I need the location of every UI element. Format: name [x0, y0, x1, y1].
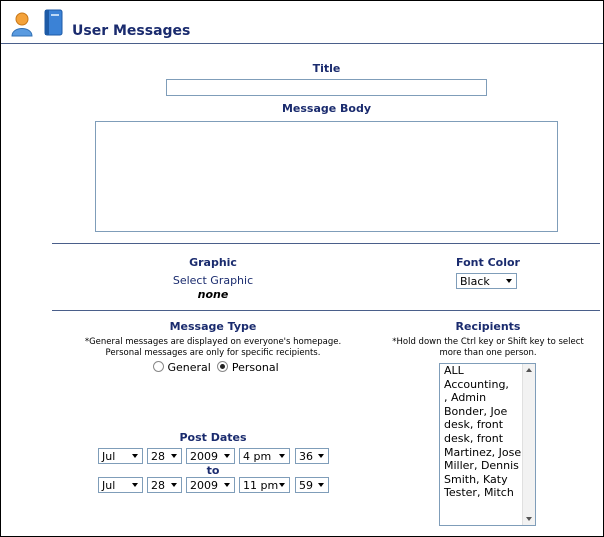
- message-body-label: Message Body: [281, 102, 372, 115]
- chevron-down-icon: [318, 454, 324, 458]
- message-body-input[interactable]: [95, 121, 558, 232]
- chevron-down-icon: [318, 483, 324, 487]
- personal-radio[interactable]: [217, 361, 228, 372]
- personal-radio-label: Personal: [231, 361, 279, 374]
- title-input[interactable]: [166, 79, 487, 96]
- start-hour-select[interactable]: [239, 448, 290, 464]
- start-minute-value: 36: [299, 450, 313, 463]
- chevron-down-icon: [171, 454, 177, 458]
- message-type-note-line2: Personal messages are only for specific recipients.: [105, 348, 321, 358]
- graphic-value: none: [197, 288, 229, 301]
- recipients-label: Recipients: [455, 320, 521, 333]
- start-year-value: 2009: [190, 450, 218, 463]
- end-minute-value: 59: [299, 479, 313, 492]
- to-label: to: [206, 464, 220, 477]
- start-minute-select[interactable]: [295, 448, 329, 464]
- message-type-note: [53, 337, 373, 359]
- chevron-down-icon: [224, 483, 230, 487]
- chevron-down-icon: [132, 483, 138, 487]
- chevron-down-icon: [279, 454, 285, 458]
- end-year-value: 2009: [190, 479, 218, 492]
- font-color-value: Black: [460, 275, 490, 288]
- message-type-note-line1: *General messages are displayed on everyone's homepage.: [84, 337, 342, 347]
- chevron-down-icon: [506, 279, 512, 283]
- font-color-label: Font Color: [456, 256, 520, 269]
- recipient-option[interactable]: desk, front: [444, 431, 504, 445]
- recipient-option[interactable]: , Admin: [444, 391, 487, 405]
- header-divider: [1, 43, 603, 44]
- scroll-down-icon[interactable]: [526, 517, 532, 521]
- chevron-down-icon: [224, 454, 230, 458]
- user-icon: [10, 11, 34, 37]
- recipients-listbox[interactable]: [439, 363, 536, 526]
- start-year-select[interactable]: [186, 448, 235, 464]
- recipients-scrollbar[interactable]: [522, 364, 535, 525]
- title-label: Title: [312, 62, 341, 75]
- post-dates-label: Post Dates: [179, 431, 247, 444]
- graphic-label: Graphic: [189, 256, 237, 269]
- end-day-value: 28: [151, 479, 165, 492]
- message-type-options: [153, 361, 279, 374]
- chevron-down-icon: [171, 483, 177, 487]
- recipient-option[interactable]: Smith, Katy: [444, 472, 508, 486]
- recipients-note-line2: more than one person.: [439, 348, 537, 358]
- end-month-select[interactable]: [98, 477, 143, 493]
- recipient-option[interactable]: Bonder, Joe: [444, 404, 508, 418]
- recipient-option[interactable]: Miller, Dennis: [444, 459, 519, 473]
- recipient-option[interactable]: Martinez, Jose: [444, 445, 522, 459]
- start-month-value: Jul: [102, 450, 116, 463]
- scroll-up-icon[interactable]: [526, 368, 532, 372]
- section-divider-2: [52, 310, 600, 311]
- book-icon: [42, 9, 64, 37]
- select-graphic-link[interactable]: Select Graphic: [172, 274, 254, 287]
- end-hour-value: 11 pm: [243, 479, 279, 492]
- recipient-option[interactable]: Accounting,: [444, 377, 509, 391]
- recipients-note-line1: *Hold down the Ctrl key or Shift key to select: [392, 337, 584, 347]
- font-color-select[interactable]: [456, 273, 517, 289]
- recipient-option[interactable]: ALL: [444, 364, 464, 377]
- end-day-select[interactable]: [147, 477, 182, 493]
- chevron-down-icon: [132, 454, 138, 458]
- start-day-value: 28: [151, 450, 165, 463]
- chevron-down-icon: [279, 483, 285, 487]
- recipient-option[interactable]: Tester, Mitch: [444, 486, 514, 500]
- recipients-note: [373, 337, 603, 359]
- section-divider: [52, 243, 600, 244]
- general-radio[interactable]: [153, 361, 164, 372]
- start-day-select[interactable]: [147, 448, 182, 464]
- page-title: User Messages: [72, 23, 191, 39]
- end-year-select[interactable]: [186, 477, 235, 493]
- end-hour-select[interactable]: [239, 477, 290, 493]
- recipient-option[interactable]: desk, front: [444, 418, 504, 432]
- end-month-value: Jul: [102, 479, 116, 492]
- start-month-select[interactable]: [98, 448, 143, 464]
- message-type-label: Message Type: [169, 320, 257, 333]
- start-hour-value: 4 pm: [243, 450, 272, 463]
- general-radio-label: General: [167, 361, 211, 374]
- end-minute-select[interactable]: [295, 477, 329, 493]
